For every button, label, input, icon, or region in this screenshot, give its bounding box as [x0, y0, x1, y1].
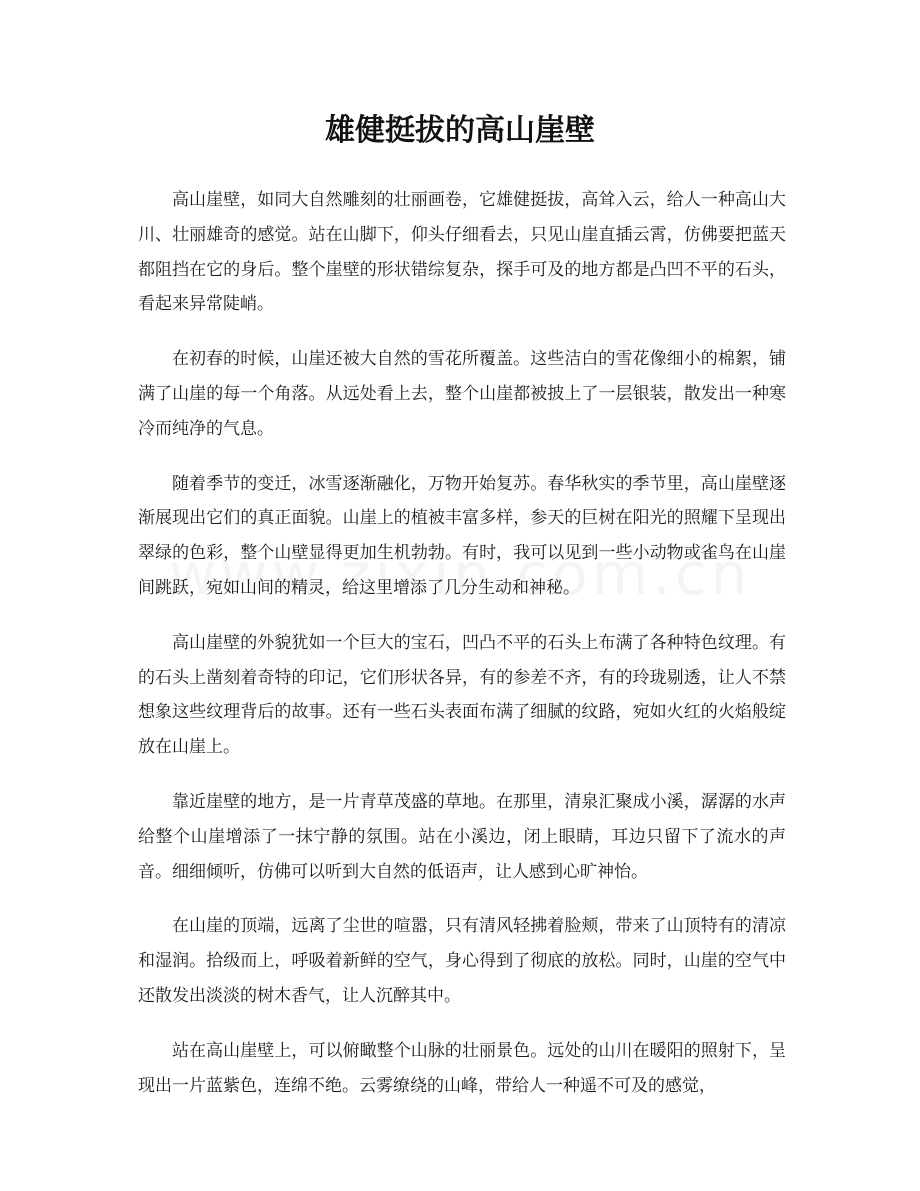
paragraph-3: 随着季节的变迁，冰雪逐渐融化，万物开始复苏。春华秋实的季节里，高山崖壁逐渐展现出它们的真正面貌。山崖上的植被丰富多样，参天的巨树在阳光的照耀下呈现出翠绿的色彩，整个山壁显得更加生机勃勃。有时，我可以见到一些小动物或雀鸟在山崖间跳跃，宛如山间的精灵，给这里增添了几分生动和神秘。: [138, 473, 786, 598]
paragraph-7: 站在高山崖壁上，可以俯瞰整个山脉的壮丽景色。远处的山川在暖阳的照射下，呈现出一片蓝紫色，连绵不绝。云雾缭绕的山峰，带给人一种遥不可及的感觉，: [138, 1040, 786, 1096]
paragraph-6: 在山崖的顶端，远离了尘世的喧嚣，只有清风轻拂着脸颊，带来了山顶特有的清凉和湿润。拾级而上，呼吸着新鲜的空气，身心得到了彻底的放松。同时，山崖的空气中还散发出淡淡的树木香气，让人沉醉其中。: [138, 916, 786, 1006]
paragraph-5: 靠近崖壁的地方，是一片青草茂盛的草地。在那里，清泉汇聚成小溪，潺潺的水声给整个山崖增添了一抹宁静的氛围。站在小溪边，闭上眼睛，耳边只留下了流水的声音。细细倾听，仿佛可以听到大自然的低语声，让人感到心旷神怡。: [138, 791, 786, 882]
document-title: 雄健挺拔的高山崖壁: [325, 113, 595, 148]
paragraph-2: 在初春的时候，山崖还被大自然的雪花所覆盖。这些洁白的雪花像细小的棉絮，铺满了山崖的每一个角落。从远处看上去，整个山崖都被披上了一层银装，散发出一种寒冷而纯净的气息。: [138, 349, 786, 439]
document-body: [138, 183, 786, 1123]
paragraph-1: 高山崖壁，如同大自然雕刻的壮丽画卷，它雄健挺拔，高耸入云，给人一种高山大川、壮丽雄奇的感觉。站在山脚下，仰头仔细看去，只见山崖直插云霄，仿佛要把蓝天都阻挡在它的身后。整个崖壁的形状错综复杂，探手可及的地方都是凸凹不平的石头，看起来异常陡峭。: [138, 190, 786, 315]
paragraph-4: 高山崖壁的外貌犹如一个巨大的宝石，凹凸不平的石头上布满了各种特色纹理。有的石头上凿刻着奇特的印记，它们形状各异，有的参差不齐，有的玲珑剔透，让人不禁想象这些纹理背后的故事。还有一些石头表面布满了细腻的纹路，宛如火红的火焰般绽放在山崖上。: [138, 632, 786, 758]
